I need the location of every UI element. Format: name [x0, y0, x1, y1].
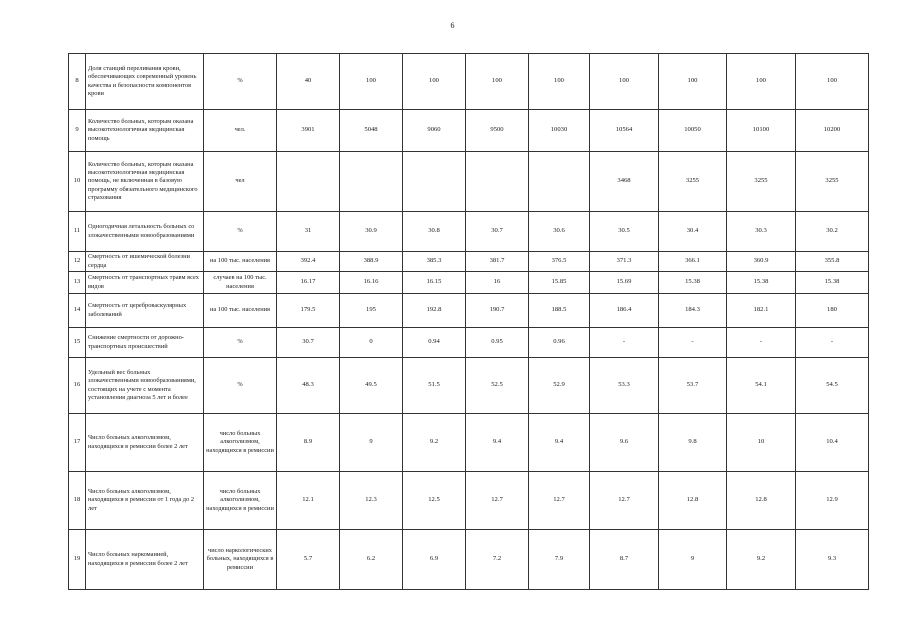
value-cell: 12.3 — [340, 472, 403, 530]
value-cell: 9.4 — [529, 414, 590, 472]
value-cell: 30.7 — [277, 328, 340, 358]
indicator-unit: % — [204, 358, 277, 414]
table-row — [69, 54, 869, 110]
value-cell: 3255 — [796, 152, 869, 212]
table-row — [69, 472, 869, 530]
indicator-name: Число больных алкоголизмом, находящихся в ремиссии более 2 лет — [86, 414, 204, 472]
value-cell: 0 — [340, 328, 403, 358]
row-number: 19 — [69, 530, 86, 590]
value-cell: 10564 — [590, 110, 659, 152]
value-cell: 16.16 — [340, 272, 403, 294]
table-row — [69, 328, 869, 358]
value-cell: 179.5 — [277, 294, 340, 328]
value-cell: 12.7 — [466, 472, 529, 530]
indicator-name: Число больных алкоголизмом, находящихся в ремиссии от 1 года до 2 лет — [86, 472, 204, 530]
value-cell: 355.8 — [796, 252, 869, 272]
value-cell — [403, 152, 466, 212]
value-cell: 188.5 — [529, 294, 590, 328]
value-cell: 0.95 — [466, 328, 529, 358]
value-cell: 10030 — [529, 110, 590, 152]
value-cell: 51.5 — [403, 358, 466, 414]
value-cell: 9.2 — [403, 414, 466, 472]
value-cell: 10 — [727, 414, 796, 472]
table-row — [69, 272, 869, 294]
value-cell: 192.8 — [403, 294, 466, 328]
value-cell: 49.5 — [340, 358, 403, 414]
row-number: 16 — [69, 358, 86, 414]
value-cell — [277, 152, 340, 212]
row-number: 10 — [69, 152, 86, 212]
indicator-unit: % — [204, 328, 277, 358]
row-number: 9 — [69, 110, 86, 152]
value-cell: 7.9 — [529, 530, 590, 590]
value-cell: 12.9 — [796, 472, 869, 530]
indicator-unit: чел. — [204, 110, 277, 152]
value-cell: 8.9 — [277, 414, 340, 472]
indicator-name: Снижение смертности от дорожно-транспортных происшествий — [86, 328, 204, 358]
value-cell: 9.2 — [727, 530, 796, 590]
value-cell: 3255 — [659, 152, 727, 212]
value-cell: 9.6 — [590, 414, 659, 472]
table-row — [69, 110, 869, 152]
indicator-unit: число больных алкоголизмом, находящихся в ремиссии — [204, 472, 277, 530]
value-cell — [529, 152, 590, 212]
value-cell: - — [796, 328, 869, 358]
table-row — [69, 414, 869, 472]
value-cell: 100 — [529, 54, 590, 110]
value-cell: 8.7 — [590, 530, 659, 590]
value-cell: 30.3 — [727, 212, 796, 252]
indicator-unit: чел — [204, 152, 277, 212]
value-cell: 53.7 — [659, 358, 727, 414]
value-cell: 100 — [796, 54, 869, 110]
table-row — [69, 152, 869, 212]
row-number: 15 — [69, 328, 86, 358]
value-cell: 30.9 — [340, 212, 403, 252]
value-cell: 48.3 — [277, 358, 340, 414]
value-cell — [340, 152, 403, 212]
value-cell: 3255 — [727, 152, 796, 212]
value-cell: 9500 — [466, 110, 529, 152]
value-cell — [466, 152, 529, 212]
value-cell: 371.3 — [590, 252, 659, 272]
table-row — [69, 294, 869, 328]
value-cell: 16.15 — [403, 272, 466, 294]
value-cell: 12.7 — [590, 472, 659, 530]
value-cell: 15.38 — [659, 272, 727, 294]
indicator-unit: на 100 тыс. населения — [204, 294, 277, 328]
value-cell: 15.85 — [529, 272, 590, 294]
value-cell: 31 — [277, 212, 340, 252]
value-cell: 12.5 — [403, 472, 466, 530]
page-number: 6 — [450, 21, 455, 30]
indicator-unit: % — [204, 54, 277, 110]
value-cell: 40 — [277, 54, 340, 110]
table-row — [69, 530, 869, 590]
value-cell: 190.7 — [466, 294, 529, 328]
value-cell: 388.9 — [340, 252, 403, 272]
indicator-name: Смертность от цереброваскулярных заболеваний — [86, 294, 204, 328]
value-cell: 15.69 — [590, 272, 659, 294]
value-cell: 30.7 — [466, 212, 529, 252]
row-number: 18 — [69, 472, 86, 530]
table-row — [69, 252, 869, 272]
value-cell: 376.5 — [529, 252, 590, 272]
indicator-unit: на 100 тыс. населения — [204, 252, 277, 272]
row-number: 8 — [69, 54, 86, 110]
value-cell: 100 — [659, 54, 727, 110]
value-cell: 6.9 — [403, 530, 466, 590]
row-number: 17 — [69, 414, 86, 472]
value-cell: 15.38 — [796, 272, 869, 294]
value-cell: 100 — [727, 54, 796, 110]
row-number: 12 — [69, 252, 86, 272]
value-cell: 392.4 — [277, 252, 340, 272]
value-cell: 54.5 — [796, 358, 869, 414]
indicator-name: Одногодичная летальность больных со злокачественными новообразованиями — [86, 212, 204, 252]
row-number: 13 — [69, 272, 86, 294]
value-cell: 9 — [659, 530, 727, 590]
value-cell: 10100 — [727, 110, 796, 152]
value-cell: 195 — [340, 294, 403, 328]
value-cell: 9.8 — [659, 414, 727, 472]
value-cell: 10.4 — [796, 414, 869, 472]
value-cell: 0.94 — [403, 328, 466, 358]
value-cell: 7.2 — [466, 530, 529, 590]
value-cell: 54.1 — [727, 358, 796, 414]
value-cell: - — [590, 328, 659, 358]
value-cell: 6.2 — [340, 530, 403, 590]
value-cell: 100 — [340, 54, 403, 110]
value-cell: 100 — [466, 54, 529, 110]
value-cell: 184.3 — [659, 294, 727, 328]
value-cell: 180 — [796, 294, 869, 328]
table-row — [69, 212, 869, 252]
row-number: 14 — [69, 294, 86, 328]
value-cell: 381.7 — [466, 252, 529, 272]
value-cell: 30.6 — [529, 212, 590, 252]
value-cell: 15.38 — [727, 272, 796, 294]
value-cell: - — [727, 328, 796, 358]
value-cell: 360.9 — [727, 252, 796, 272]
value-cell: 16.17 — [277, 272, 340, 294]
indicator-name: Удельный вес больных злокачественными новообразованиями, состоящих на учете с момента установления диагноза 5 лет и более — [86, 358, 204, 414]
indicator-name: Количество больных, которым оказана высокотехнологичная медицинская помощь, не включенная в базовую программу обязательного медицинского страхования — [86, 152, 204, 212]
value-cell: 3901 — [277, 110, 340, 152]
value-cell: 16 — [466, 272, 529, 294]
table-row — [69, 358, 869, 414]
value-cell: 30.4 — [659, 212, 727, 252]
value-cell: 10200 — [796, 110, 869, 152]
value-cell: 12.8 — [727, 472, 796, 530]
indicator-name: Число больных наркоманией, находящихся в ремиссии более 2 лет — [86, 530, 204, 590]
value-cell: 9060 — [403, 110, 466, 152]
indicator-unit: случаев на 100 тыс. населения — [204, 272, 277, 294]
value-cell: 10050 — [659, 110, 727, 152]
value-cell: 182.1 — [727, 294, 796, 328]
value-cell: 100 — [590, 54, 659, 110]
value-cell: 30.2 — [796, 212, 869, 252]
indicator-name: Количество больных, которым оказана высокотехнологичная медицинская помощь — [86, 110, 204, 152]
value-cell: 52.5 — [466, 358, 529, 414]
value-cell: 12.7 — [529, 472, 590, 530]
value-cell: 5048 — [340, 110, 403, 152]
value-cell: 12.1 — [277, 472, 340, 530]
indicator-unit: % — [204, 212, 277, 252]
value-cell: 186.4 — [590, 294, 659, 328]
value-cell: 5.7 — [277, 530, 340, 590]
value-cell: 385.3 — [403, 252, 466, 272]
value-cell: 30.8 — [403, 212, 466, 252]
value-cell: 9 — [340, 414, 403, 472]
indicator-name: Смертность от ишемической болезни сердца — [86, 252, 204, 272]
value-cell: 9.4 — [466, 414, 529, 472]
indicator-name: Доля станций переливания крови, обеспечивающих современный уровень качества и безопасности компонентов крови — [86, 54, 204, 110]
value-cell: 3468 — [590, 152, 659, 212]
row-number: 11 — [69, 212, 86, 252]
value-cell: 0.96 — [529, 328, 590, 358]
value-cell: 30.5 — [590, 212, 659, 252]
value-cell: 9.3 — [796, 530, 869, 590]
value-cell: 52.9 — [529, 358, 590, 414]
value-cell: 53.3 — [590, 358, 659, 414]
value-cell: 100 — [403, 54, 466, 110]
indicator-unit: число больных алкоголизмом, находящихся в ремиссии — [204, 414, 277, 472]
indicator-name: Смертность от транспортных травм всех видов — [86, 272, 204, 294]
value-cell: 366.1 — [659, 252, 727, 272]
value-cell: 12.8 — [659, 472, 727, 530]
indicators-table — [68, 53, 869, 590]
value-cell: - — [659, 328, 727, 358]
indicator-unit: число наркологических больных, находящихся в ремиссии — [204, 530, 277, 590]
